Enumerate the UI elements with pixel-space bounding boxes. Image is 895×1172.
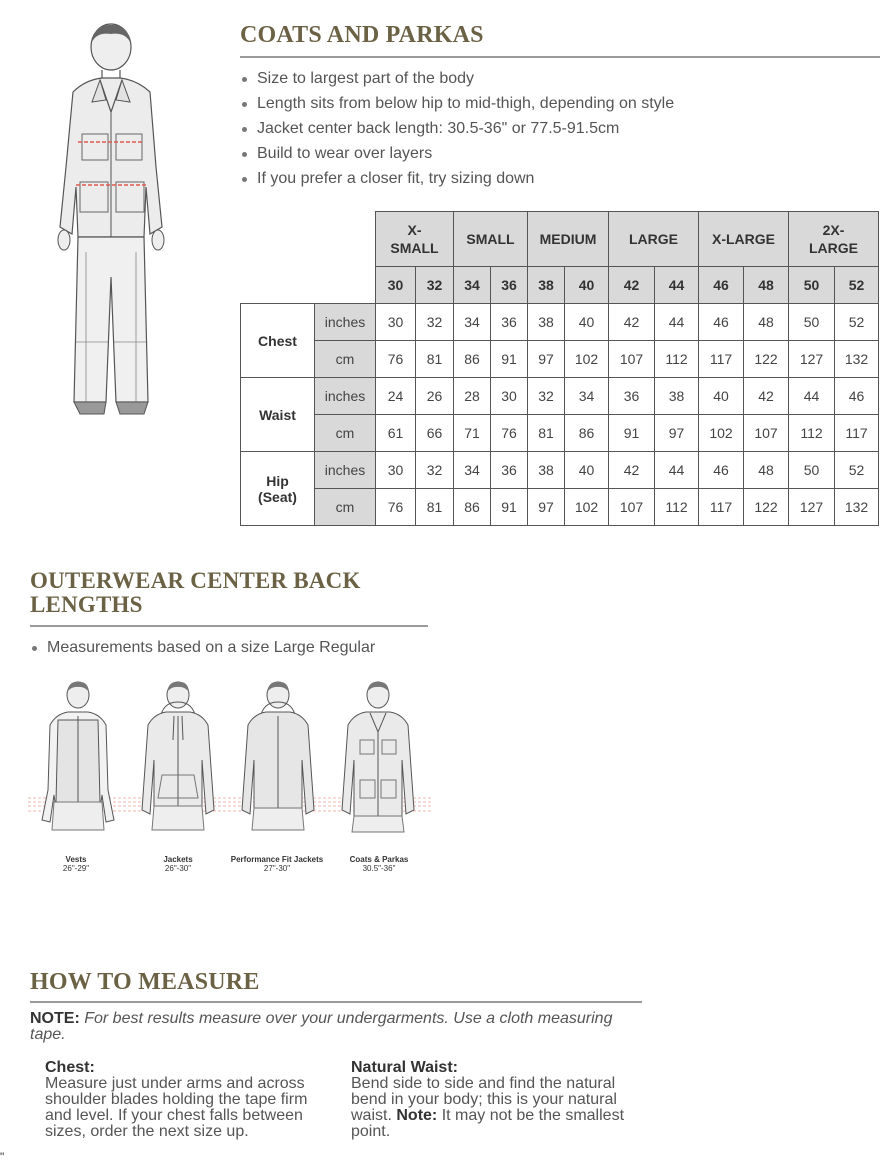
table-cell: 38 [655, 378, 699, 415]
unit-label: cm [315, 489, 376, 526]
bullet-item: Measurements based on a size Large Regular [30, 635, 375, 660]
table-cell: 30 [376, 452, 416, 489]
measurement-hip-line2: (Seat) [258, 488, 297, 505]
table-cell: 107 [609, 341, 655, 378]
outerwear-bullet-list [30, 635, 375, 660]
size-group-header: SMALL [454, 212, 528, 267]
divider [30, 1001, 642, 1003]
table-cell: 91 [491, 341, 528, 378]
size-number: 46 [699, 267, 744, 304]
table-cell: 38 [528, 452, 565, 489]
table-cell: 42 [744, 378, 789, 415]
bullet-item: Size to largest part of the body [240, 66, 674, 91]
caption-jackets [146, 855, 210, 873]
measurement-label-chest: Chest [241, 304, 315, 378]
table-cell: 44 [655, 304, 699, 341]
size-number: 32 [416, 267, 454, 304]
table-cell: 76 [376, 489, 416, 526]
table-cell: 52 [835, 452, 879, 489]
table-cell: 46 [835, 378, 879, 415]
size-number: 38 [528, 267, 565, 304]
unit-label: cm [315, 341, 376, 378]
bullet-item: Build to wear over layers [240, 141, 674, 166]
table-cell: 36 [491, 304, 528, 341]
unit-label: inches [315, 304, 376, 341]
table-cell: 102 [565, 341, 609, 378]
coat-figure-illustration [40, 22, 190, 422]
table-cell: 71 [454, 415, 491, 452]
note-text: For best results measure over your undergarments. Use a cloth measuring tape. [30, 1010, 613, 1043]
outerwear-figure-captions [28, 855, 432, 879]
size-number-row [241, 267, 879, 304]
table-cell: 81 [528, 415, 565, 452]
table-cell: 132 [835, 489, 879, 526]
caption-length: 30.5"-36" [362, 864, 396, 873]
size-number: 34 [454, 267, 491, 304]
size-group-header: X-LARGE [699, 212, 789, 267]
caption-length: 27"-30" [263, 864, 291, 873]
table-row [241, 452, 879, 489]
measure-chest-text: Measure just under arms and across shoulder blades holding the tape firm and level. If your chest falls between sizes, order the next size up. [45, 1075, 308, 1140]
table-cell: 34 [565, 378, 609, 415]
performance-jacket-figure [242, 682, 314, 830]
table-cell: 97 [528, 341, 565, 378]
section-title-how-to-measure: HOW TO MEASURE [30, 969, 260, 995]
coat-parka-figure [342, 682, 414, 832]
caption-vests [46, 855, 106, 873]
unit-label: inches [315, 378, 376, 415]
table-cell: 50 [789, 304, 835, 341]
table-cell: 107 [744, 415, 789, 452]
measure-chest-heading: Chest: [45, 1059, 95, 1076]
measure-chest-block [45, 1060, 320, 1140]
table-cell: 102 [699, 415, 744, 452]
bullet-item: Jacket center back length: 30.5-36" or 77.5-91.5cm [240, 116, 674, 141]
table-cell: 97 [528, 489, 565, 526]
size-number: 52 [835, 267, 879, 304]
coats-bullet-list [240, 66, 674, 191]
table-cell: 132 [835, 341, 879, 378]
unit-label: inches [315, 452, 376, 489]
measure-waist-block [351, 1060, 626, 1140]
section-title-coats-parkas: COATS AND PARKAS [240, 22, 484, 48]
size-number: 50 [789, 267, 835, 304]
table-cell: 46 [699, 304, 744, 341]
table-cell: 50 [789, 452, 835, 489]
caption-label: Jackets [163, 855, 193, 864]
measurement-label-hip [241, 452, 315, 526]
table-cell: 112 [789, 415, 835, 452]
table-row [241, 415, 879, 452]
table-cell: 44 [655, 452, 699, 489]
table-cell: 76 [376, 341, 416, 378]
table-cell: 112 [655, 341, 699, 378]
table-cell: 117 [699, 489, 744, 526]
table-cell: 117 [835, 415, 879, 452]
measure-waist-heading: Natural Waist: [351, 1059, 458, 1076]
measure-waist-note-text: It may not be the smallest point. [351, 1107, 625, 1140]
size-group-header-row [241, 212, 879, 267]
table-cell: 48 [744, 304, 789, 341]
outerwear-lengths-illustration [28, 680, 432, 880]
jacket-figure [142, 682, 214, 830]
table-cell: 86 [454, 341, 491, 378]
table-row [241, 341, 879, 378]
size-number: 44 [655, 267, 699, 304]
caption-coats-parkas [342, 855, 416, 873]
measure-waist-text: Bend side to side and find the natural bend in your body; this is your natural waist. [351, 1075, 617, 1124]
table-cell: 127 [789, 341, 835, 378]
unit-label: cm [315, 415, 376, 452]
table-cell: 36 [491, 452, 528, 489]
table-cell: 66 [416, 415, 454, 452]
table-cell: 26 [416, 378, 454, 415]
title-line: LENGTHS [30, 592, 143, 617]
table-cell: 24 [376, 378, 416, 415]
table-cell: 127 [789, 489, 835, 526]
divider [240, 56, 880, 58]
table-cell: 44 [789, 378, 835, 415]
table-cell: 48 [744, 452, 789, 489]
table-cell: 36 [609, 378, 655, 415]
table-cell: 86 [565, 415, 609, 452]
caption-label: Coats & Parkas [349, 855, 409, 864]
bullet-item: If you prefer a closer fit, try sizing down [240, 166, 674, 191]
table-cell: 32 [416, 452, 454, 489]
size-number: 48 [744, 267, 789, 304]
table-cell: 86 [454, 489, 491, 526]
table-cell: 112 [655, 489, 699, 526]
table-cell: 76 [491, 415, 528, 452]
table-cell: 107 [609, 489, 655, 526]
size-number: 36 [491, 267, 528, 304]
table-row [241, 304, 879, 341]
size-group-header: MEDIUM [528, 212, 609, 267]
size-group-header: 2X-LARGE [789, 212, 879, 267]
size-group-header: X-SMALL [376, 212, 454, 267]
note-label: NOTE: [30, 1010, 80, 1027]
table-cell: 28 [454, 378, 491, 415]
table-cell: 91 [491, 489, 528, 526]
size-group-header: LARGE [609, 212, 699, 267]
table-row [241, 378, 879, 415]
table-cell: 40 [565, 304, 609, 341]
table-cell: 46 [699, 452, 744, 489]
table-cell: 81 [416, 489, 454, 526]
table-cell: 122 [744, 489, 789, 526]
title-line: OUTERWEAR CENTER BACK [30, 568, 361, 593]
section-title-outerwear-lengths [30, 569, 430, 617]
table-cell: 91 [609, 415, 655, 452]
table-cell: 42 [609, 452, 655, 489]
measure-waist-note-label: Note: [396, 1107, 438, 1124]
table-cell: 117 [699, 341, 744, 378]
size-number: 40 [565, 267, 609, 304]
measure-note [30, 1011, 630, 1043]
divider [30, 625, 428, 627]
table-cell: 38 [528, 304, 565, 341]
caption-performance-jackets [224, 855, 330, 873]
table-cell: 52 [835, 304, 879, 341]
size-number: 30 [376, 267, 416, 304]
table-cell: 30 [491, 378, 528, 415]
measurement-label-waist: Waist [241, 378, 315, 452]
table-cell: 122 [744, 341, 789, 378]
bullet-item: Length sits from below hip to mid-thigh, depending on style [240, 91, 674, 116]
table-cell: 97 [655, 415, 699, 452]
caption-length: 26"-29" [62, 864, 90, 873]
table-row [241, 489, 879, 526]
table-cell: 32 [528, 378, 565, 415]
size-chart-table [240, 211, 879, 526]
vest-figure [42, 682, 114, 830]
table-cell: 30 [376, 304, 416, 341]
table-cell: 42 [609, 304, 655, 341]
table-cell: 34 [454, 304, 491, 341]
table-cell: 40 [699, 378, 744, 415]
caption-length: 26"-30" [164, 864, 192, 873]
caption-label: Vests [65, 855, 87, 864]
size-number: 42 [609, 267, 655, 304]
caption-label: Performance Fit Jackets [230, 855, 324, 864]
table-cell: 61 [376, 415, 416, 452]
table-cell: 81 [416, 341, 454, 378]
measurement-hip-line1: Hip [266, 472, 289, 489]
table-cell: 102 [565, 489, 609, 526]
table-cell: 32 [416, 304, 454, 341]
table-cell: 40 [565, 452, 609, 489]
stray-quote-mark: " [0, 1150, 5, 1164]
table-cell: 34 [454, 452, 491, 489]
